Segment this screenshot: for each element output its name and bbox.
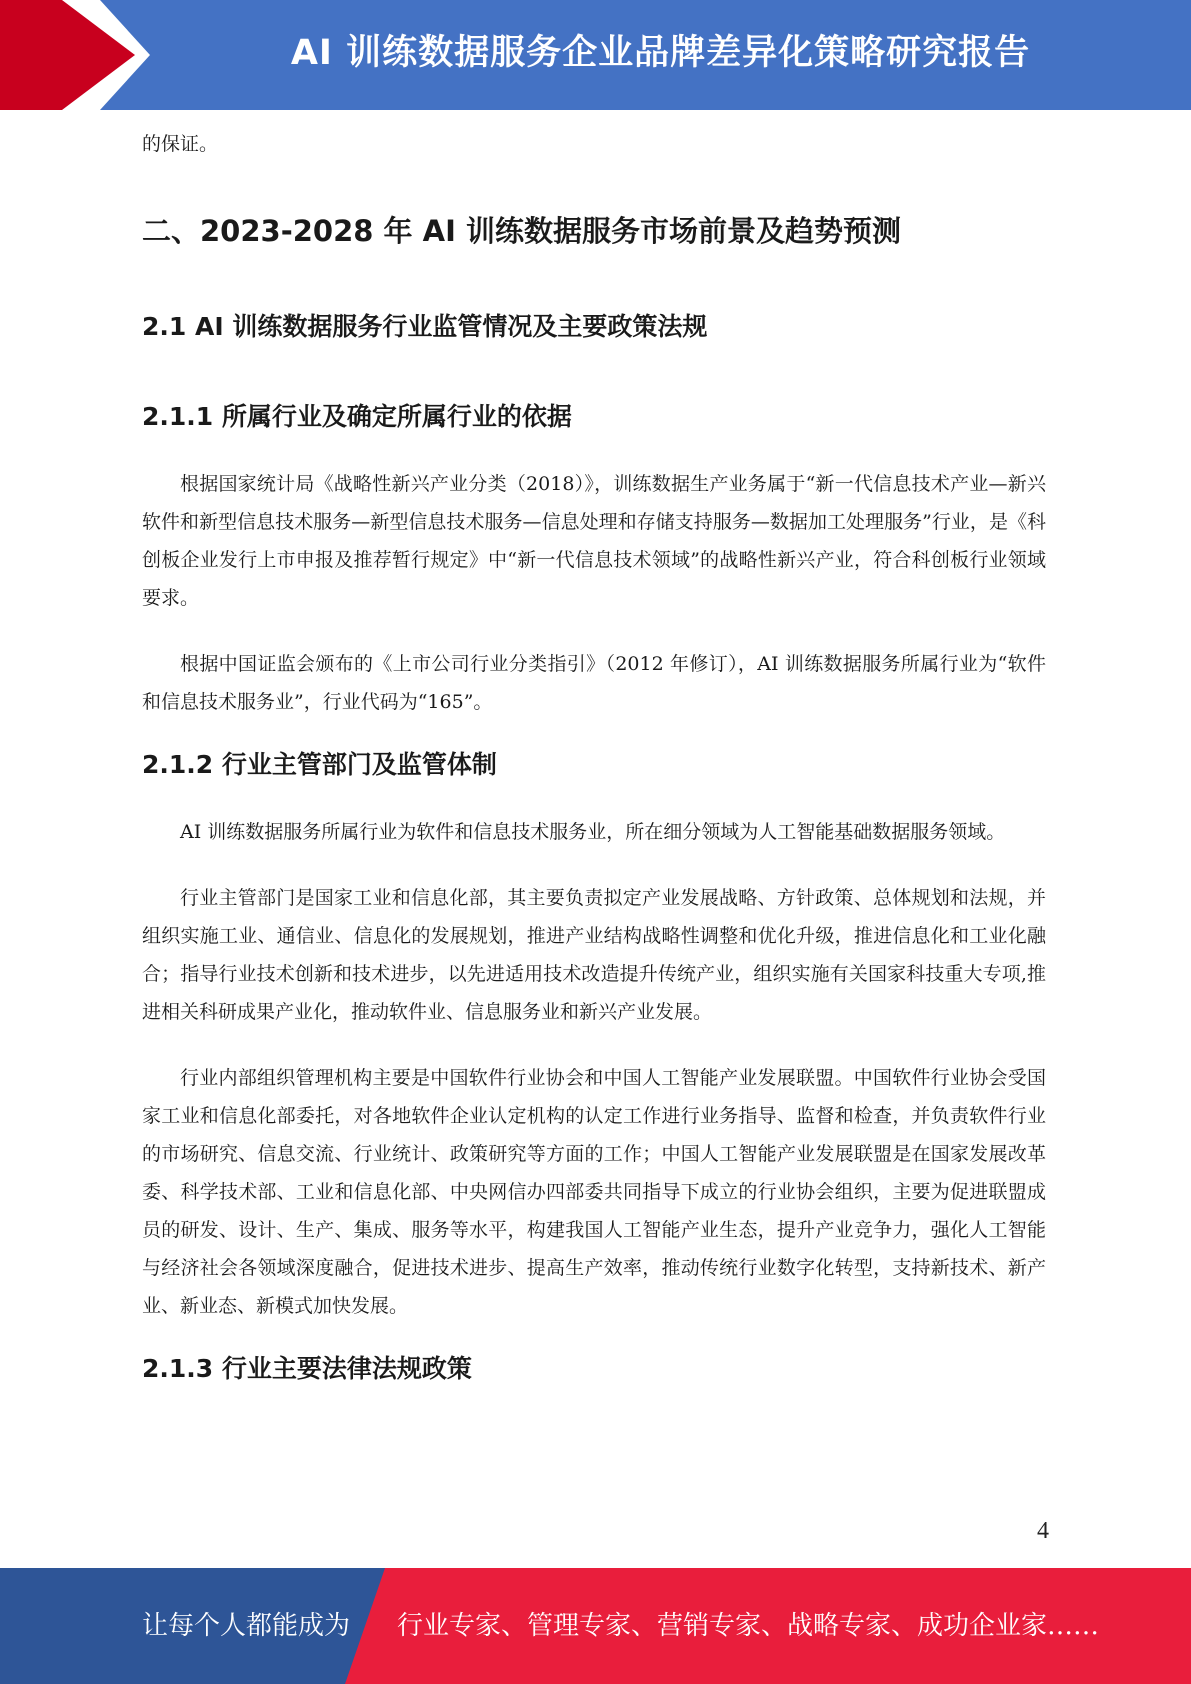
page-number: 4 (1037, 1518, 1049, 1544)
s212-paragraph-2: 行业主管部门是国家工业和信息化部，其主要负责拟定产业发展战略、方针政策、总体规划和法规，并组织实施工业、通信业、信息化的发展规划，推进产业结构战略性调整和优化升级，推进信息化和工业化融合；指导行业技术创新和技术进步，以先进适用技术改造提升传统产业，组织实施有关国家科技重大专项,推进相关科研成果产业化，推动软件业、信息服务业和新兴产业发展。 (142, 887, 1046, 1023)
footer-slogan-left: 让每个人都能成为 (142, 1611, 351, 1641)
s213-title: 2.1.3 行业主要法律法规政策 (142, 1354, 472, 1383)
header-banner (0, 0, 1191, 110)
s211-paragraph-1: 根据国家统计局《战略性新兴产业分类（2018）》，训练数据生产业务属于“新一代信息技术产业—新兴软件和新型信息技术服务—新型信息技术服务—信息处理和存储支持服务—数据加工处理服务”行业，是《科创板企业发行上市申报及推荐暂行规定》中“新一代信息技术领域”的战略性新兴产业，符合科创板行业领域要求。 (142, 473, 1046, 609)
s211-paragraph-2: 根据中国证监会颁布的《上市公司行业分类指引》（2012 年修订），AI 训练数据服务所属行业为“软件和信息技术服务业”，行业代码为“165”。 (142, 653, 1046, 713)
s212-paragraph-3: 行业内部组织管理机构主要是中国软件行业协会和中国人工智能产业发展联盟。中国软件行业协会受国家工业和信息化部委托，对各地软件企业认定机构的认定工作进行业务指导、监督和检查，并负责软件行业的市场研究、信息交流、行业统计、政策研究等方面的工作；中国人工智能产业发展联盟是在国家发展改革委、科学技术部、工业和信息化部、中央网信办四部委共同指导下成立的行业协会组织，主要为促进联盟成员的研发、设计、生产、集成、服务等水平，构建我国人工智能产业生态，提升产业竞争力，强化人工智能与经济社会各领域深度融合，促进技术进步、提高生产效率，推动传统行业数字化转型，支持新技术、新产业、新业态、新模式加快发展。 (142, 1067, 1046, 1317)
intro-fragment: 的保证。 (142, 133, 219, 155)
footer-slogan-right: 行业专家、管理专家、营销专家、战略专家、成功企业家…… (397, 1611, 1100, 1641)
s211-title: 2.1.1 所属行业及确定所属行业的依据 (142, 402, 572, 431)
subsection-title: 2.1 AI 训练数据服务行业监管情况及主要政策法规 (142, 312, 708, 341)
s212-paragraph-1: AI 训练数据服务所属行业为软件和信息技术服务业，所在细分领域为人工智能基础数据服务领域。 (180, 821, 1006, 843)
page-body (142, 125, 1046, 1387)
section-title: 二、2023-2028 年 AI 训练数据服务市场前景及趋势预测 (142, 214, 901, 248)
footer-banner (0, 1568, 1191, 1684)
report-title: AI 训练数据服务企业品牌差异化策略研究报告 (290, 33, 1031, 73)
s212-title: 2.1.2 行业主管部门及监管体制 (142, 750, 497, 779)
